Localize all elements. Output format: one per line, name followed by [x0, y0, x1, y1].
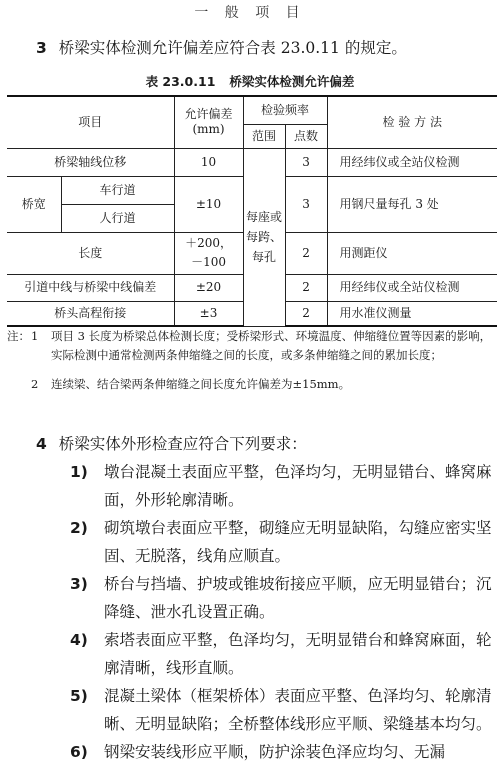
- list-item: [70, 570, 497, 626]
- note-1: [7, 327, 495, 365]
- header-tolerance: [174, 96, 243, 148]
- cell-scope-merged: [243, 148, 285, 326]
- cell-length-tolerance-line2: －100: [191, 255, 226, 269]
- list-item: [70, 458, 497, 514]
- clause-3: [36, 36, 407, 58]
- notes-label: 注：: [7, 329, 30, 343]
- header-tolerance-line2: (mm): [192, 122, 225, 137]
- table-header-row-1: [7, 96, 497, 124]
- header-item: 项目: [7, 96, 174, 148]
- note-2-text: 连续梁、结合梁两条伸缩缝之间长度允许偏差为±15mm。: [51, 377, 351, 391]
- list-item: [70, 738, 497, 766]
- list-item-number: 1): [70, 463, 88, 481]
- cell-elevation-points: 2: [285, 301, 327, 326]
- list-item-number: 6): [70, 743, 88, 761]
- cell-width-method: 用钢尺量每孔 3 处: [327, 176, 497, 232]
- scope-line-2: 每跨、: [246, 229, 283, 244]
- list-item: [70, 626, 497, 682]
- section-title: 一 般 项 目: [194, 5, 306, 21]
- list-item-number: 3): [70, 575, 88, 593]
- cell-centerline-item: 引道中线与桥梁中线偏差: [7, 274, 174, 301]
- table-caption-title: 桥梁实体检测允许偏差: [229, 74, 355, 89]
- scope-line-1: 每座或: [246, 209, 283, 224]
- cell-width-sub2: 人行道: [61, 204, 174, 232]
- cell-axis-method: 用经纬仪或全站仪检测: [327, 148, 497, 176]
- list-item-text: 砌筑墩台表面应平整，砌缝应无明显缺陷，勾缝应密实坚固、无脱落，线角应顺直。: [104, 519, 492, 565]
- tolerance-table: [7, 95, 497, 327]
- cell-length-item: 长度: [7, 232, 174, 274]
- header-method: 检 验 方 法: [327, 96, 497, 148]
- cell-axis-tolerance: 10: [174, 148, 243, 176]
- list-item-text: 桥台与挡墙、护坡或锥坡衔接应平顺，应无明显错台；沉降缝、泄水孔设置正确。: [104, 575, 492, 621]
- cell-length-tolerance: [174, 232, 243, 274]
- cell-length-points: 2: [285, 232, 327, 274]
- cell-centerline-method: 用经纬仪或全站仪检测: [327, 274, 497, 301]
- table-notes: [7, 327, 495, 394]
- clause-4-number: 4: [36, 435, 47, 453]
- clause-4: [36, 430, 497, 766]
- clause-4-items: [70, 458, 497, 766]
- cell-width-tolerance: ±10: [174, 176, 243, 232]
- clause-3-number: 3: [36, 39, 47, 57]
- cell-length-tolerance-line1: ＋200，: [185, 236, 232, 250]
- cell-length-method: 用测距仪: [327, 232, 497, 274]
- clause-4-heading: [36, 430, 497, 458]
- cell-width-sub1: 车行道: [61, 176, 174, 204]
- list-item-number: 5): [70, 687, 88, 705]
- header-tolerance-line1: 允许偏差: [184, 107, 233, 122]
- list-item-text: 钢梁安装线形应平顺，防护涂装色泽应均匀、无漏: [104, 743, 446, 761]
- cell-axis-item: 桥梁轴线位移: [7, 148, 174, 176]
- cell-centerline-tolerance: ±20: [174, 274, 243, 301]
- list-item-number: 4): [70, 631, 88, 649]
- list-item: [70, 682, 497, 738]
- clause-3-text: 桥梁实体检测允许偏差应符合表 23.0.11 的规定。: [58, 39, 407, 57]
- scope-line-3: 每孔: [252, 249, 277, 264]
- table-row-axis: [7, 148, 497, 176]
- note-2-index: 2: [31, 377, 39, 391]
- cell-width-points: 3: [285, 176, 327, 232]
- clause-4-text: 桥梁实体外形检查应符合下列要求：: [58, 435, 307, 453]
- cell-elevation-item: 桥头高程衔接: [7, 301, 174, 326]
- header-scope: 范围: [243, 124, 285, 148]
- list-item-text: 墩台混凝土表面应平整，色泽均匀，无明显错台、蜂窝麻面，外形轮廓清晰。: [104, 463, 492, 509]
- cell-elevation-method: 用水准仪测量: [327, 301, 497, 326]
- header-points: 点数: [285, 124, 327, 148]
- cell-width-item: 桥宽: [7, 176, 61, 232]
- table-caption: [0, 72, 500, 90]
- cell-centerline-points: 2: [285, 274, 327, 301]
- list-item-text: 混凝土梁体（框架桥体）表面应平整、色泽均匀、轮廓清晰、无明显缺陷；全桥整体线形应平顺、梁缝基本均匀。: [104, 687, 492, 733]
- cell-axis-points: 3: [285, 148, 327, 176]
- note-2: [31, 375, 495, 394]
- table-caption-number: 表 23.0.11: [145, 74, 216, 89]
- cell-elevation-tolerance: ±3: [174, 301, 243, 326]
- list-item-text: 索塔表面应平整，色泽均匀，无明显错台和蜂窝麻面，轮廓清晰，线形直顺。: [104, 631, 492, 677]
- note-1-index: 1: [31, 329, 39, 343]
- list-item-number: 2): [70, 519, 88, 537]
- list-item: [70, 514, 497, 570]
- header-frequency: 检验频率: [243, 96, 327, 124]
- note-1-text: 项目 3 长度为桥梁总体检测长度；受桥梁形式、环境温度、伸缩缝位置等因素的影响，实际检测中通常检测两条伸缩缝之间的长度，或多条伸缩缝之间的累加长度；: [51, 329, 492, 362]
